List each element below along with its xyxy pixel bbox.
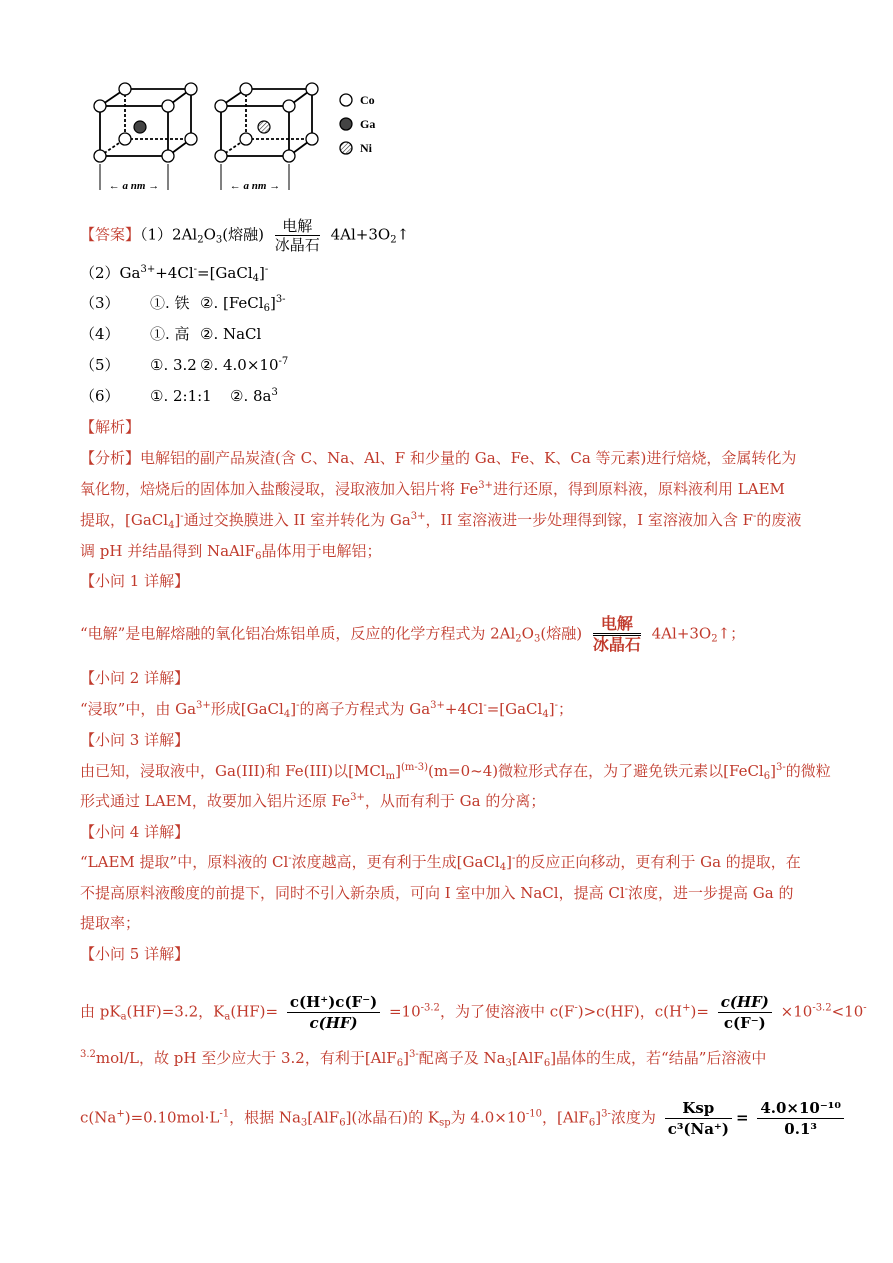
dimension-label-left: ← a nm → bbox=[108, 180, 160, 192]
sub3-tag: 【小问 3 详解】 bbox=[80, 731, 190, 749]
sub1-line: “电解”是电解熔融的氧化铝冶炼铝单质，反应的化学方程式为 $2Al_2O_3$(熔融) 电解 冰晶石 $4Al+3O_2↑$； bbox=[80, 614, 746, 654]
legend-co-label: Co bbox=[360, 93, 375, 107]
sub3-line-1: 由已知，浸取液中，Ga(III)和 Fe(III)以$[MCl_m]^{(m-3)}(m=0\sim 4)$微粒形式存在，为了避免铁元素以[FeCl$_6$]$^{3-}$的微粒 bbox=[80, 762, 831, 782]
sub4-tag: 【小问 4 详解】 bbox=[80, 823, 190, 841]
h-ion-fraction: $\frac{c(HF)}{c(F^-)}$ bbox=[718, 992, 772, 1033]
analysis-tag: 【解析】 bbox=[80, 418, 141, 436]
sub4-line-3: 提取率； bbox=[80, 914, 141, 932]
sub4-line-2: 不提高原料液酸度的前提下，同时不引入新杂质，可向 I 室中加入 NaCl，提高 Cl-浓度，进一步提高 Ga 的 bbox=[80, 884, 794, 902]
sub3-line-2: 形式通过 LAEM，故要加入铝片还原 $Fe^{3+}$，从而有利于 Ga 的分离； bbox=[80, 792, 546, 810]
value-fraction: $\frac{\text{4.0×10⁻¹⁰}}{\text{0.1³}}$ bbox=[757, 1098, 844, 1139]
analysis-p2: 氧化物，焙烧后的固体加入盐酸浸取，浸取液加入铝片将 $Fe^{3+}$进行还原，得到原料液，原料液利用 LAEM bbox=[80, 480, 785, 498]
legend-ga-label: Ga bbox=[360, 117, 376, 131]
unit-cell-left bbox=[100, 89, 191, 156]
sub5-line-2: $^{3.2}$mol/L，故 pH 至少应大于 3.2，有利于$[AlF_6]^{3-}$配离子及 $Na_3[AlF_6]$晶体的生成，若“结晶”后溶液中 bbox=[80, 1049, 767, 1069]
sub2-line: “浸取”中，由 $Ga^{3+}$形成[GaCl$_4$]-的离子方程式为 $Ga^{3+}+4Cl^-=[GaCl_4]^-$； bbox=[80, 700, 573, 720]
answer-line-3: （3） ①. 铁 ②. [FeCl$_6$]$^{3-}$ bbox=[80, 294, 286, 314]
sub5-line-3: $c(Na^+)=0.10mol\cdot L^{-1}$，根据 $Na_3[AlF_6]$(冰晶石)的 $K_{sp}$为 $4.0\times 10^{-10}$，$[AlF_6]^{3-}$浓度为 $\frac{\text{Ksp}}{\text{c³(Na⁺)}}$ = $\frac{\text{4.0×10⁻¹⁰}}{\text{0.1³}}$ bbox=[80, 1098, 848, 1139]
answer-line-2: $(2)Ga^{3+}+4Cl^-=[GaCl_4]^-$ bbox=[80, 264, 269, 284]
sub5-tag: 【小问 5 详解】 bbox=[80, 945, 190, 963]
reaction-condition: 电解 冰晶石 bbox=[274, 217, 320, 254]
analysis-p3: 提取，[GaCl$_4$]-通过交换膜进入 II 室并转化为 $Ga^{3+}$，II 室溶液进一步处理得到镓，I 室溶液加入含 F-的废液 bbox=[80, 511, 802, 531]
sub4-line-1: “LAEM 提取”中，原料液的 Cl-浓度越高，更有利于生成[GaCl$_4$]-的反应正向移动，更有利于 Ga 的提取，在 bbox=[80, 853, 801, 873]
sub2-tag: 【小问 2 详解】 bbox=[80, 669, 190, 687]
crystal-structure-figure bbox=[88, 80, 398, 195]
dimension-label-right: ← a nm → bbox=[229, 180, 281, 192]
legend-ga-icon bbox=[340, 118, 352, 130]
analysis-p4: 调 pH 并结晶得到 NaAlF$_6$晶体用于电解铝； bbox=[80, 542, 382, 562]
answer-line-1: 【答案】$(1)2Al_2O_3$(熔融) 电解 冰晶石 $4Al+3O_2↑$ bbox=[80, 217, 410, 254]
sub1-tag: 【小问 1 详解】 bbox=[80, 572, 190, 590]
legend-co-icon bbox=[340, 94, 352, 106]
reaction-condition: 电解 冰晶石 bbox=[592, 614, 641, 654]
ka-fraction: $\frac{c(H^+)c(F^-)}{c(HF)}$ bbox=[287, 992, 380, 1033]
ga-atom bbox=[134, 121, 146, 133]
ni-atom bbox=[258, 121, 270, 133]
analysis-p1: 【分析】电解铝的副产品炭渣(含 C、Na、Al、F 和少量的 Ga、Fe、K、Ca 等元素)进行焙烧，金属转化为 bbox=[80, 449, 797, 467]
sub5-line-1: 由 $pK_a(HF)=3.2$，$K_a(HF)=$ $\frac{c(H^+)c(F^-)}{c(HF)}$ $=10^{-3.2}$，为了使溶液中 c(F-)>c(HF)，c(H+)= $\frac{c(HF)}{c(F^-)}$ $\times 10^{-3.2}<10^-$ bbox=[80, 993, 867, 1032]
answer-line-4: （4） ①. 高 ②. NaCl bbox=[80, 325, 262, 343]
legend-ni-icon bbox=[340, 142, 352, 154]
legend-ni-label: Ni bbox=[360, 141, 372, 155]
ksp-fraction: $\frac{\text{Ksp}}{\text{c³(Na⁺)}}$ bbox=[665, 1098, 732, 1139]
answer-line-5: （5） ①. 3.2 ②. $4.0\times 10^{-7}$ bbox=[80, 356, 289, 374]
answer-tag: 【答案】 bbox=[80, 225, 141, 244]
answer-line-6: （6） ①. 2:1:1 ②. $8a^3$ bbox=[80, 387, 278, 405]
